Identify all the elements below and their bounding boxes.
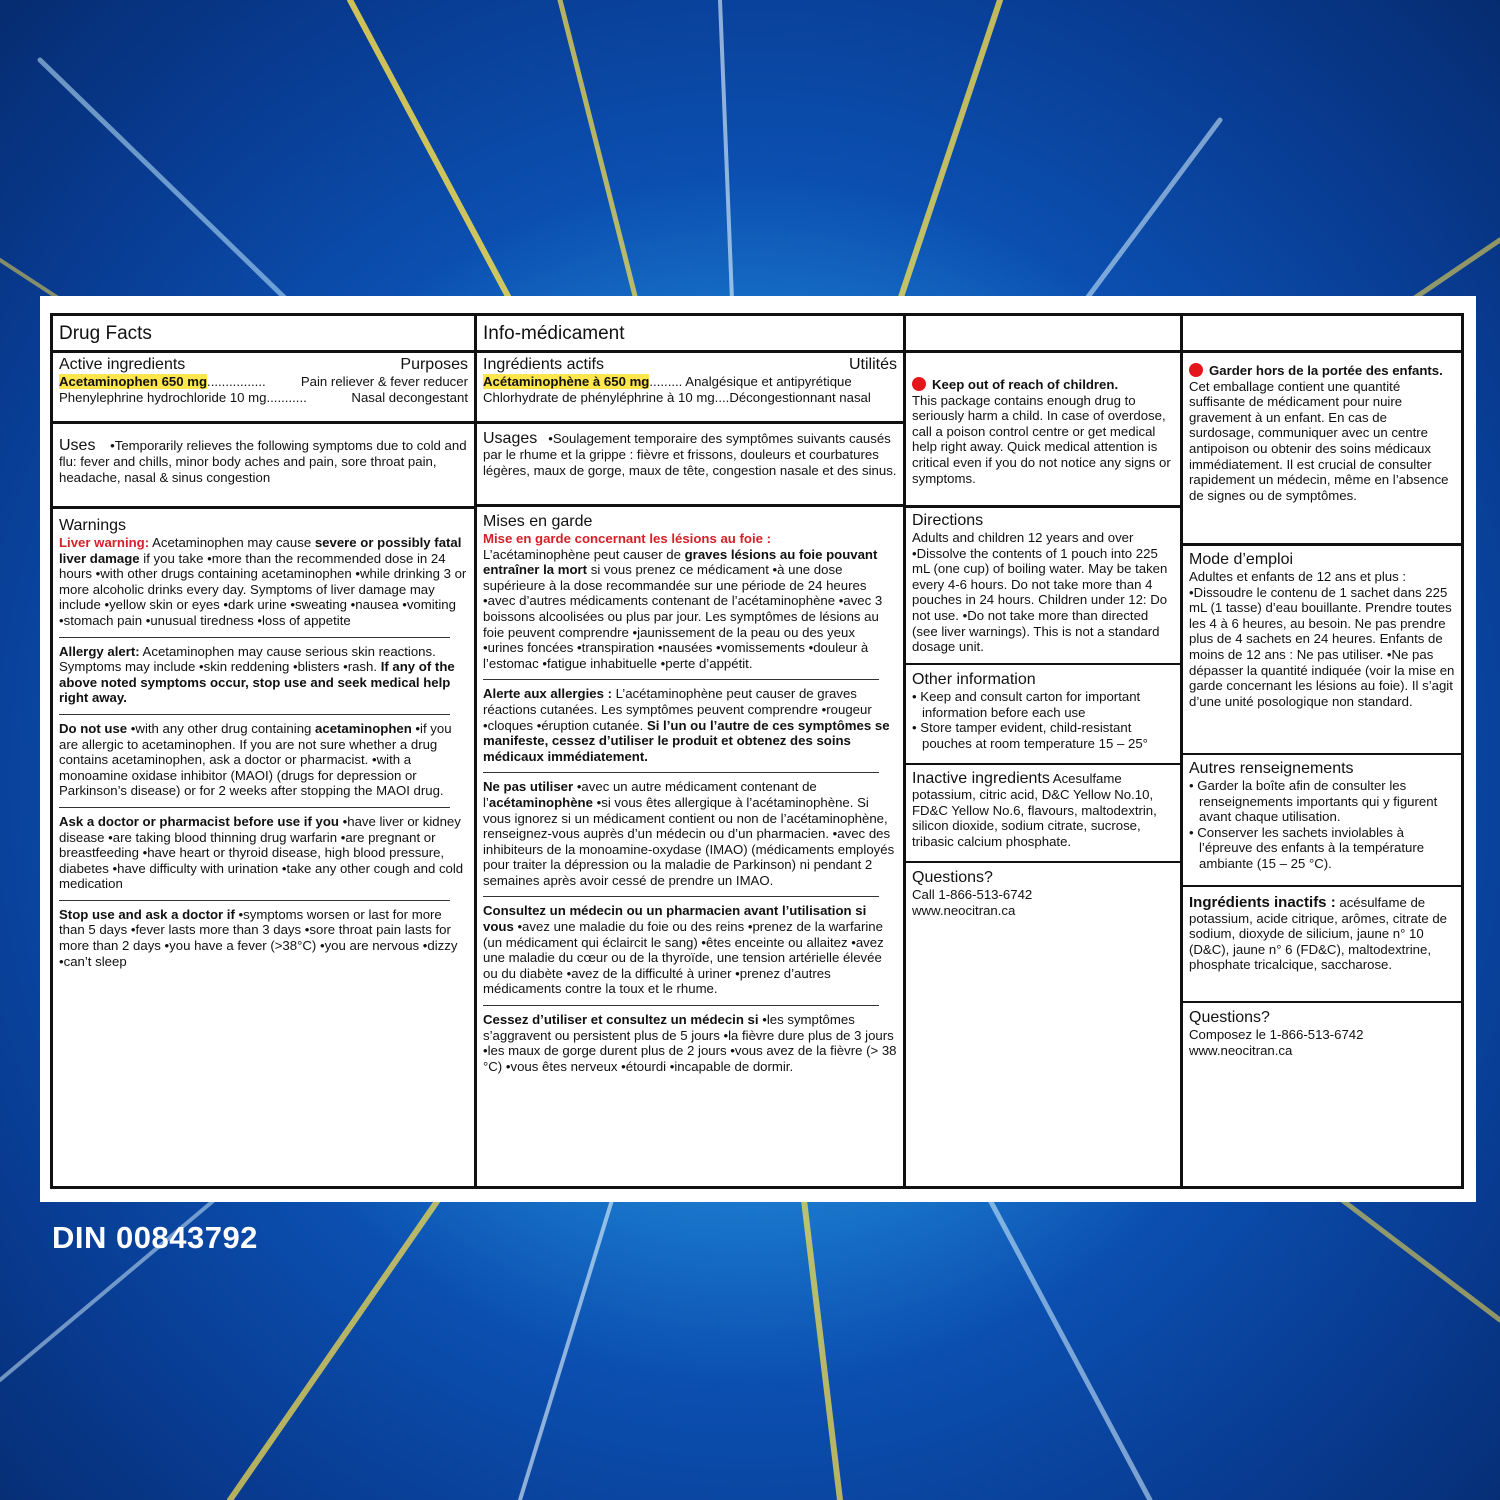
stop-use: Stop use and ask a doctor if •symptoms worsen or last for more than 5 days •fever lasts more than 3 days •sore throat pain lasts for more than 2 days •you have a fever (>38°C) •you are nervous •dizzy •can’t sleep: [59, 906, 458, 969]
divider: [59, 900, 450, 901]
inactive-ingredients-title: Inactive ingredients: [912, 770, 1050, 787]
stop-dot-icon: [1189, 363, 1203, 377]
uses-title: Uses: [59, 437, 96, 454]
directions-text: Adults and children 12 years and over •Dissolve the contents of 1 pouch into 225 mL (one cup) of boiling water. May be taken every 4-6 hours. Do not take more than 4 pouches in 24 hours. Children under 12: Do not use. •Do not take more than directed (see liver warnings). This is not a standard dosage unit.: [912, 530, 1168, 655]
autres-renseignements-item: • Garder la boîte afin de consulter les renseignements importants qui y figurent avant chaque utilisation.: [1189, 778, 1438, 825]
other-information-item: • Store tamper evident, child-resistant pouches at room temperature 15 – 25°: [912, 720, 1148, 751]
empty-header: [906, 316, 1180, 353]
label-panel: [40, 296, 1476, 1202]
cessez-utiliser: Cessez d’utiliser et consultez un médecin si •les symptômes s’aggravent ou persistent plus de 5 jours •la fièvre dure plus de 3 jours •les maux de gorge durent plus de 2 jours •vous avez de la fièvre (> 38 °C) •vous êtes nerveux •étourdi •incapable de dormir.: [483, 1012, 897, 1074]
questions-fr-phone: Composez le 1-866-513-6742: [1189, 1027, 1364, 1042]
questions-website: www.neocitran.ca: [912, 902, 1016, 918]
english-column-2: [906, 316, 1183, 1186]
directions-title: Directions: [912, 512, 984, 529]
autres-renseignements-item: • Conserver les sachets inviolables à l’épreuve des enfants à la température ambiante (15 – 25 °C).: [1189, 824, 1425, 871]
warnings-title: Warnings: [59, 517, 126, 534]
acetaminophen-purpose: Pain reliever & fever reducer: [300, 374, 468, 389]
other-information-item: • Keep and consult carton for important information before each use: [912, 689, 1141, 720]
garder-hors-title: Garder hors de la portée des enfants.: [1209, 363, 1443, 378]
garder-hors-text: Cet emballage contient une quantité suffisante de médicament pour nuire gravement à un enfant. En cas de surdosage, communiquer avec un centre antipoison ou obtenir des soins médicaux immédiatement. Il est crucial de consulter rapidement un médecin, même en l’absence de signes ou de symptômes.: [1189, 378, 1449, 503]
liver-warning-fr: L’acétaminophène peut causer de graves lésions au foie pouvant entraîner la mort si vous prenez ce médicament •à une dose supérieure à la dose recommandée sur une période de 24 heures •avec d’autres médicaments contenant de l’acétaminophène •avec 3 boissons alcoolisées ou plus par jour. Les symptômes de lésions au foie peuvent comprendre •jaunissement de la peau ou des yeux •urines foncées •transpiration •nausées •vomissements •douleur à l’estomac •fatigue inhabituelle •perte d’appétit.: [483, 546, 883, 671]
liver-warning: Liver warning: Acetaminophen may cause severe or possibly fatal liver damage if you take •more than the recommended dose in 24 hours •with other drugs containing acetaminophen •while drinking 3 or more alcoholic drinks every day. Symptoms of liver damage may include •yellow skin or eyes •dark urine •sweating •nausea •vomiting •stomach pain •unusual tiredness •loss of appetite: [59, 535, 467, 628]
drug-facts-table: [50, 313, 1464, 1189]
usages-section: [477, 421, 903, 504]
mode-emploi-title: Mode d’emploi: [1189, 551, 1294, 568]
drug-facts-header: Drug Facts: [53, 316, 474, 353]
stop-dot-icon: [912, 377, 926, 391]
din-number: DIN 00843792: [52, 1220, 258, 1255]
other-information-section: [906, 663, 1180, 763]
directions-section: [906, 505, 1180, 663]
inactive-ingredients-text: Acesulfame potassium, citric acid, D&C Yellow No.10, FD&C Yellow No.6, flavours, maltodextrin, silicon dioxide, sodium citrate, sucrose, tribasic calcium phosphate.: [912, 771, 1157, 849]
active-ingredients-section: Active ingredients Purposes Acetaminophen 650 mg................ Pain reliever & fever reducer Phenylephrine hydrochloride 10 mg........... Nasal decongestant: [59, 356, 468, 405]
purposes-title: Purposes: [400, 356, 468, 373]
usages-title: Usages: [483, 430, 538, 447]
acetaminophene-purpose: ......... Analgésique et antipyrétique: [649, 374, 852, 389]
inactive-ingredients-section: [906, 763, 1180, 861]
consultez-medecin: Consultez un médecin ou un pharmacien avant l’utilisation si vous •avez une maladie du foie ou des reins •prenez de la warfarine (un médicament qui éclaircit le sang) •êtes enceinte ou allaitez •avez une maladie du cœur ou de la thyroïde, une tension artérielle élevée ou du diabète •avez de la difficulté à uriner •prenez d’autres médicaments contre la toux et le rhume.: [483, 903, 884, 997]
acetaminophene-ingredient: Acétaminophène à 650 mg: [483, 374, 650, 389]
divider: [483, 896, 879, 897]
ingredients-actifs-section: [477, 353, 903, 421]
questions-phone: Call 1-866-513-6742: [912, 887, 1033, 902]
ingredients-inactifs-text: acésulfame de potassium, acide citrique, arômes, citrate de sodium, dioxyde de silicium, jaune n° 10 (D&C), jaune n° 6 (FD&C), maltodextrine, phosphate tricalcique, saccharose.: [1189, 895, 1448, 973]
mode-emploi-text: Adultes et enfants de 12 ans et plus : •Dissoudre le contenu de 1 sachet dans 225 mL (1 tasse) d’eau bouillante. Prendre toutes les 4 à 6 heures, au besoin. Ne pas prendre plus de 4 sachets en 24 heures. Enfants de moins de 12 ans : Ne pas utiliser. •Ne pas dépasser la quantité indiquée (voir la mise en garde concernant les lésions au foie). Il s’agit d’une unité posologique non standard.: [1189, 569, 1455, 709]
info-medicament-header: Info-médicament: [477, 316, 903, 353]
autres-renseignements-title: Autres renseignements: [1189, 760, 1354, 777]
active-ingredients-title: Active ingredients: [59, 356, 186, 373]
questions-section: [906, 861, 1180, 1186]
warnings-section: [53, 506, 474, 1186]
do-not-use: Do not use •with any other drug containing acetaminophen •if you are allergic to acetaminophen. If you are not sure whether a drug contains acetaminophen, ask a doctor or pharmacist. •with a monoamine oxidase inhibitor (MAOI) (drugs for depression or Parkinson’s disease) or for 2 weeks after stopping the MAOI drug.: [59, 720, 452, 799]
garder-hors-section: [1183, 353, 1461, 543]
ne-pas-utiliser: Ne pas utiliser •avec un autre médicament contenant de l’acétaminophène •si vous êtes allergique à l’acétaminophène. Si vous ignorez si un médicament contient ou non de l’acétaminophène, renseignez-vous auprès d’un médecin ou d’un pharmacien. •avec des inhibiteurs de la monoamine-oxydase (IMAO) (médicaments employés pour traiter la dépression ou la maladie de Parkinson) ni pendant 2 semaines après avoir cessé de prendre un IMAO.: [483, 779, 895, 888]
divider: [483, 679, 879, 680]
divider: [483, 1005, 879, 1006]
divider: [59, 807, 450, 808]
keep-out-title: Keep out of reach of children.: [932, 377, 1119, 392]
ingredients-inactifs-section: [1183, 885, 1461, 1001]
divider: [59, 714, 450, 715]
ask-doctor: Ask a doctor or pharmacist before use if you •have liver or kidney disease •are taking blood thinning drug warfarin •are pregnant or breastfeeding •have heart or thyroid disease, high blood pressure, diabetes •have difficulty with urination •take any other cough and cold medication: [59, 813, 464, 892]
english-column: [53, 316, 477, 1186]
divider: [59, 637, 450, 638]
questions-fr-title: Questions?: [1189, 1009, 1270, 1026]
mises-en-garde-section: [477, 504, 903, 1186]
mode-emploi-section: [1183, 543, 1461, 753]
keep-out-text: This package contains enough drug to seriously harm a child. In case of overdose, call a poison control centre or get medical help right away. Quick medical attention is critical even if you do not notice any signs or symptoms.: [912, 392, 1171, 486]
uses-text: •Temporarily relieves the following symptoms due to cold and flu: fever and chills, minor body aches and pain, sore throat pain, headache, nasal & sinus congestion: [59, 438, 467, 485]
ingredients-inactifs-title: Ingrédients inactifs :: [1189, 894, 1336, 911]
keep-out-section: [906, 353, 1180, 505]
french-column-2: [1183, 316, 1461, 1186]
ingredients-actifs-title: Ingrédients actifs: [483, 356, 604, 373]
phenylephrine-fr: Chlorhydrate de phényléphrine à 10 mg....Décongestionnant nasal: [483, 389, 871, 405]
autres-renseignements-section: [1183, 753, 1461, 885]
french-column: [477, 316, 906, 1186]
liver-warning-fr-label: Mise en garde concernant les lésions au foie :: [483, 531, 772, 546]
mises-en-garde-title: Mises en garde: [483, 513, 593, 530]
acetaminophen-ingredient: Acetaminophen 650 mg: [59, 374, 208, 389]
usages-text: •Soulagement temporaire des symptômes suivants causés par le rhume et la grippe : fièvre et frissons, douleurs et courbatures légères, maux de gorge, maux de tête, congestion nasale et des sinus.: [483, 431, 897, 478]
questions-title: Questions?: [912, 869, 993, 886]
questions-fr-section: [1183, 1001, 1461, 1186]
phenylephrine-ingredient: Phenylephrine hydrochloride 10 mg: [59, 389, 267, 405]
phenylephrine-purpose: Nasal decongestant: [351, 389, 468, 405]
uses-section: [53, 421, 474, 506]
utilites-title: Utilités: [848, 356, 897, 373]
questions-fr-website: www.neocitran.ca: [1189, 1042, 1293, 1058]
alerte-allergies: Alerte aux allergies : L’acétaminophène peut causer de graves réactions cutanées. Les symptômes peuvent comprendre •rougeur •cloques •éruption cutanée. Si l’un ou l’autre de ces symptômes se manifeste, cessez d’utiliser le produit et obtenez des soins médicaux immédiatement.: [483, 686, 890, 764]
allergy-alert: Allergy alert: Acetaminophen may cause serious skin reactions. Symptoms may include •skin reddening •blisters •rash. If any of the above noted symptoms occur, stop use and seek medical help right away.: [59, 643, 455, 706]
divider: [483, 772, 879, 773]
empty-header: [1183, 316, 1461, 353]
other-information-title: Other information: [912, 671, 1036, 688]
